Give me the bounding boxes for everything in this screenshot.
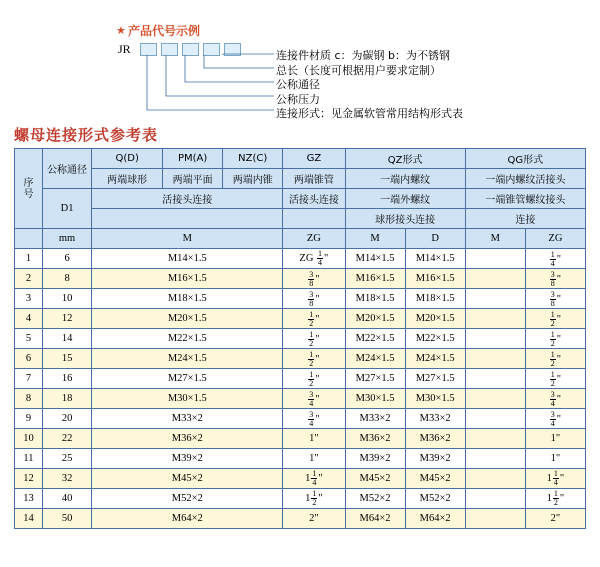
cell-qg-zg: 1 $\frac{1}{2}$ "	[525, 489, 585, 509]
header-unit-qg-m: M	[465, 229, 525, 249]
header-unit-qg-zg: ZG	[525, 229, 585, 249]
cell-gz: $\frac{1}{2}$ "	[283, 309, 345, 329]
table-row	[15, 449, 586, 469]
cell-qg-m	[465, 509, 525, 529]
cell-gz: 1 $\frac{1}{4}$ "	[283, 469, 345, 489]
cell-serial: 4	[15, 309, 43, 329]
cell-gz: $\frac{3}{4}$ "	[283, 409, 345, 429]
cell-qg-zg: $\frac{3}{8}$ "	[525, 269, 585, 289]
cell-q: M36×2	[92, 429, 283, 449]
table-head	[15, 149, 586, 249]
cell-qg-zg: $\frac{1}{2}$ "	[525, 309, 585, 329]
cell-q: M39×2	[92, 449, 283, 469]
table-body	[15, 249, 586, 529]
header-group-nz-code: NZ(C)	[223, 149, 283, 169]
cell-dn: 6	[42, 249, 91, 269]
cell-qz-m: M45×2	[345, 469, 405, 489]
cell-qg-zg: 1"	[525, 449, 585, 469]
header-row-sub2	[15, 209, 586, 229]
header-group-qz-code: QZ形式	[345, 149, 465, 169]
cell-gz: 1"	[283, 449, 345, 469]
cell-serial: 8	[15, 389, 43, 409]
cell-qg-m	[465, 389, 525, 409]
cell-qz-m: M20×1.5	[345, 309, 405, 329]
cell-qz-d: M14×1.5	[405, 249, 465, 269]
cell-gz: $\frac{3}{8}$ "	[283, 289, 345, 309]
diagram-labels	[276, 49, 463, 122]
header-qz-thread: 一端外螺纹	[345, 189, 465, 209]
cell-dn: 40	[42, 489, 91, 509]
cell-q: M14×1.5	[92, 249, 283, 269]
cell-gz: 1"	[283, 429, 345, 449]
table-title: 螺母连接形式参考表	[14, 126, 159, 144]
cell-dn: 20	[42, 409, 91, 429]
cell-serial: 2	[15, 269, 43, 289]
cell-qz-m: M33×2	[345, 409, 405, 429]
cell-qz-d: M16×1.5	[405, 269, 465, 289]
cell-q: M33×2	[92, 409, 283, 429]
cell-serial: 10	[15, 429, 43, 449]
cell-serial: 13	[15, 489, 43, 509]
label-material: 连接件材质 c：为碳钢 b：为不锈钢	[276, 49, 451, 62]
cell-qg-m	[465, 369, 525, 389]
header-blank-left	[92, 209, 283, 229]
header-unit-zg: ZG	[283, 229, 345, 249]
cell-gz: $\frac{1}{2}$ "	[283, 369, 345, 389]
cell-serial: 9	[15, 409, 43, 429]
header-left-connection: 活接头连接	[92, 189, 283, 209]
cell-q: M16×1.5	[92, 269, 283, 289]
cell-dn: 25	[42, 449, 91, 469]
cell-qg-zg: 1 $\frac{1}{4}$ "	[525, 469, 585, 489]
header-group-gz-code: GZ	[283, 149, 345, 169]
nut-connection-table	[14, 148, 586, 529]
table-row	[15, 349, 586, 369]
header-unit-qz-m: M	[345, 229, 405, 249]
header-group-qg-name: 一端内螺纹活接头	[465, 169, 585, 189]
cell-dn: 22	[42, 429, 91, 449]
cell-qg-m	[465, 409, 525, 429]
label-nominal-diameter: 公称通径	[276, 78, 320, 91]
table-row	[15, 269, 586, 289]
table-row	[15, 429, 586, 449]
cell-q: M22×1.5	[92, 329, 283, 349]
header-group-gz-name: 两端锥管	[283, 169, 345, 189]
cell-qg-zg: $\frac{3}{4}$ "	[525, 409, 585, 429]
header-row-units	[15, 229, 586, 249]
header-qg-connection: 连接	[465, 209, 585, 229]
cell-qz-m: M30×1.5	[345, 389, 405, 409]
star-icon: ★	[116, 24, 126, 37]
cell-serial: 6	[15, 349, 43, 369]
cell-dn: 14	[42, 329, 91, 349]
cell-serial: 11	[15, 449, 43, 469]
cell-qz-d: M36×2	[405, 429, 465, 449]
cell-qz-d: M20×1.5	[405, 309, 465, 329]
header-unit-serial	[15, 229, 43, 249]
table-row	[15, 289, 586, 309]
table-row	[15, 409, 586, 429]
header-group-pm-name: 两端平面	[163, 169, 223, 189]
cell-serial: 14	[15, 509, 43, 529]
cell-qg-zg: $\frac{1}{2}$ "	[525, 329, 585, 349]
cell-qg-zg: 2"	[525, 509, 585, 529]
cell-qz-d: M24×1.5	[405, 349, 465, 369]
cell-qz-d: M39×2	[405, 449, 465, 469]
header-group-q-name: 两端球形	[92, 169, 163, 189]
cell-qz-m: M14×1.5	[345, 249, 405, 269]
cell-qg-m	[465, 429, 525, 449]
table-row	[15, 509, 586, 529]
cell-q: M45×2	[92, 469, 283, 489]
table-row	[15, 369, 586, 389]
cell-qg-m	[465, 269, 525, 289]
cell-dn: 15	[42, 349, 91, 369]
cell-qz-m: M24×1.5	[345, 349, 405, 369]
cell-qg-zg: $\frac{1}{2}$ "	[525, 369, 585, 389]
cell-qz-d: M64×2	[405, 509, 465, 529]
header-unit-m: M	[92, 229, 283, 249]
cell-qz-d: M33×2	[405, 409, 465, 429]
cell-qg-zg: $\frac{3}{8}$ "	[525, 289, 585, 309]
cell-qz-m: M18×1.5	[345, 289, 405, 309]
header-group-nz-name: 两端内锥	[223, 169, 283, 189]
header-dn: 公称通径	[42, 149, 91, 189]
header-group-q-code: Q(D)	[92, 149, 163, 169]
cell-dn: 8	[42, 269, 91, 289]
cell-dn: 12	[42, 309, 91, 329]
header-blank-gz	[283, 209, 345, 229]
cell-q: M30×1.5	[92, 389, 283, 409]
cell-qz-d: M22×1.5	[405, 329, 465, 349]
cell-qg-zg: $\frac{1}{2}$ "	[525, 349, 585, 369]
cell-gz: ZG $\frac{1}{4}$ "	[283, 249, 345, 269]
cell-gz: $\frac{1}{2}$ "	[283, 329, 345, 349]
cell-serial: 5	[15, 329, 43, 349]
cell-qz-m: M64×2	[345, 509, 405, 529]
cell-qz-d: M30×1.5	[405, 389, 465, 409]
header-qg-thread: 一端锥管螺纹接头	[465, 189, 585, 209]
cell-qg-zg: $\frac{1}{4}$ "	[525, 249, 585, 269]
cell-gz: $\frac{1}{2}$ "	[283, 349, 345, 369]
diagram-title: 产品代号示例	[128, 24, 201, 38]
header-group-qz-name: 一端内螺纹	[345, 169, 465, 189]
cell-dn: 10	[42, 289, 91, 309]
cell-qg-m	[465, 329, 525, 349]
cell-qz-d: M27×1.5	[405, 369, 465, 389]
cell-q: M27×1.5	[92, 369, 283, 389]
cell-serial: 12	[15, 469, 43, 489]
header-row-name	[15, 169, 586, 189]
header-gz-connection: 活接头连接	[283, 189, 345, 209]
cell-dn: 18	[42, 389, 91, 409]
cell-serial: 3	[15, 289, 43, 309]
cell-qg-m	[465, 289, 525, 309]
cell-q: M24×1.5	[92, 349, 283, 369]
cell-dn: 16	[42, 369, 91, 389]
nut-connection-table-wrap	[14, 148, 586, 529]
cell-gz: 2"	[283, 509, 345, 529]
cell-qz-d: M18×1.5	[405, 289, 465, 309]
table-row	[15, 469, 586, 489]
cell-qg-m	[465, 489, 525, 509]
cell-qz-m: M36×2	[345, 429, 405, 449]
cell-qg-zg: $\frac{3}{4}$ "	[525, 389, 585, 409]
cell-qg-zg: 1"	[525, 429, 585, 449]
cell-qz-m: M16×1.5	[345, 269, 405, 289]
cell-qg-m	[465, 309, 525, 329]
cell-q: M64×2	[92, 509, 283, 529]
header-unit-mm: mm	[42, 229, 91, 249]
label-nominal-pressure: 公称压力	[276, 92, 320, 106]
table-row	[15, 309, 586, 329]
header-row-sub1	[15, 189, 586, 209]
table-row	[15, 489, 586, 509]
header-serial: 序 号	[15, 149, 43, 229]
cell-gz: $\frac{3}{4}$ "	[283, 389, 345, 409]
cell-dn: 32	[42, 469, 91, 489]
table-row	[15, 249, 586, 269]
code-prefix: JR	[118, 42, 131, 56]
cell-q: M18×1.5	[92, 289, 283, 309]
product-code-diagram	[0, 0, 600, 118]
header-group-qg-code: QG形式	[465, 149, 585, 169]
cell-serial: 7	[15, 369, 43, 389]
label-connection-type: 连接形式：见金属软管常用结构形式表	[276, 107, 463, 120]
header-dn-sub: D1	[42, 189, 91, 229]
cell-qg-m	[465, 249, 525, 269]
cell-dn: 50	[42, 509, 91, 529]
cell-qz-d: M45×2	[405, 469, 465, 489]
cell-serial: 1	[15, 249, 43, 269]
header-qz-ball: 球形接头连接	[345, 209, 465, 229]
cell-qz-m: M39×2	[345, 449, 405, 469]
table-row	[15, 329, 586, 349]
header-unit-qz-d: D	[405, 229, 465, 249]
cell-gz: $\frac{3}{8}$ "	[283, 269, 345, 289]
cell-qz-d: M52×2	[405, 489, 465, 509]
cell-qz-m: M27×1.5	[345, 369, 405, 389]
cell-qz-m: M22×1.5	[345, 329, 405, 349]
header-group-pm-code: PM(A)	[163, 149, 223, 169]
table-row	[15, 389, 586, 409]
cell-qz-m: M52×2	[345, 489, 405, 509]
cell-gz: 1 $\frac{1}{2}$ "	[283, 489, 345, 509]
cell-q: M52×2	[92, 489, 283, 509]
cell-qg-m	[465, 449, 525, 469]
cell-qg-m	[465, 349, 525, 369]
label-total-length: 总长（长度可根据用户要求定制）	[276, 63, 441, 77]
header-row-code	[15, 149, 586, 169]
cell-qg-m	[465, 469, 525, 489]
cell-q: M20×1.5	[92, 309, 283, 329]
